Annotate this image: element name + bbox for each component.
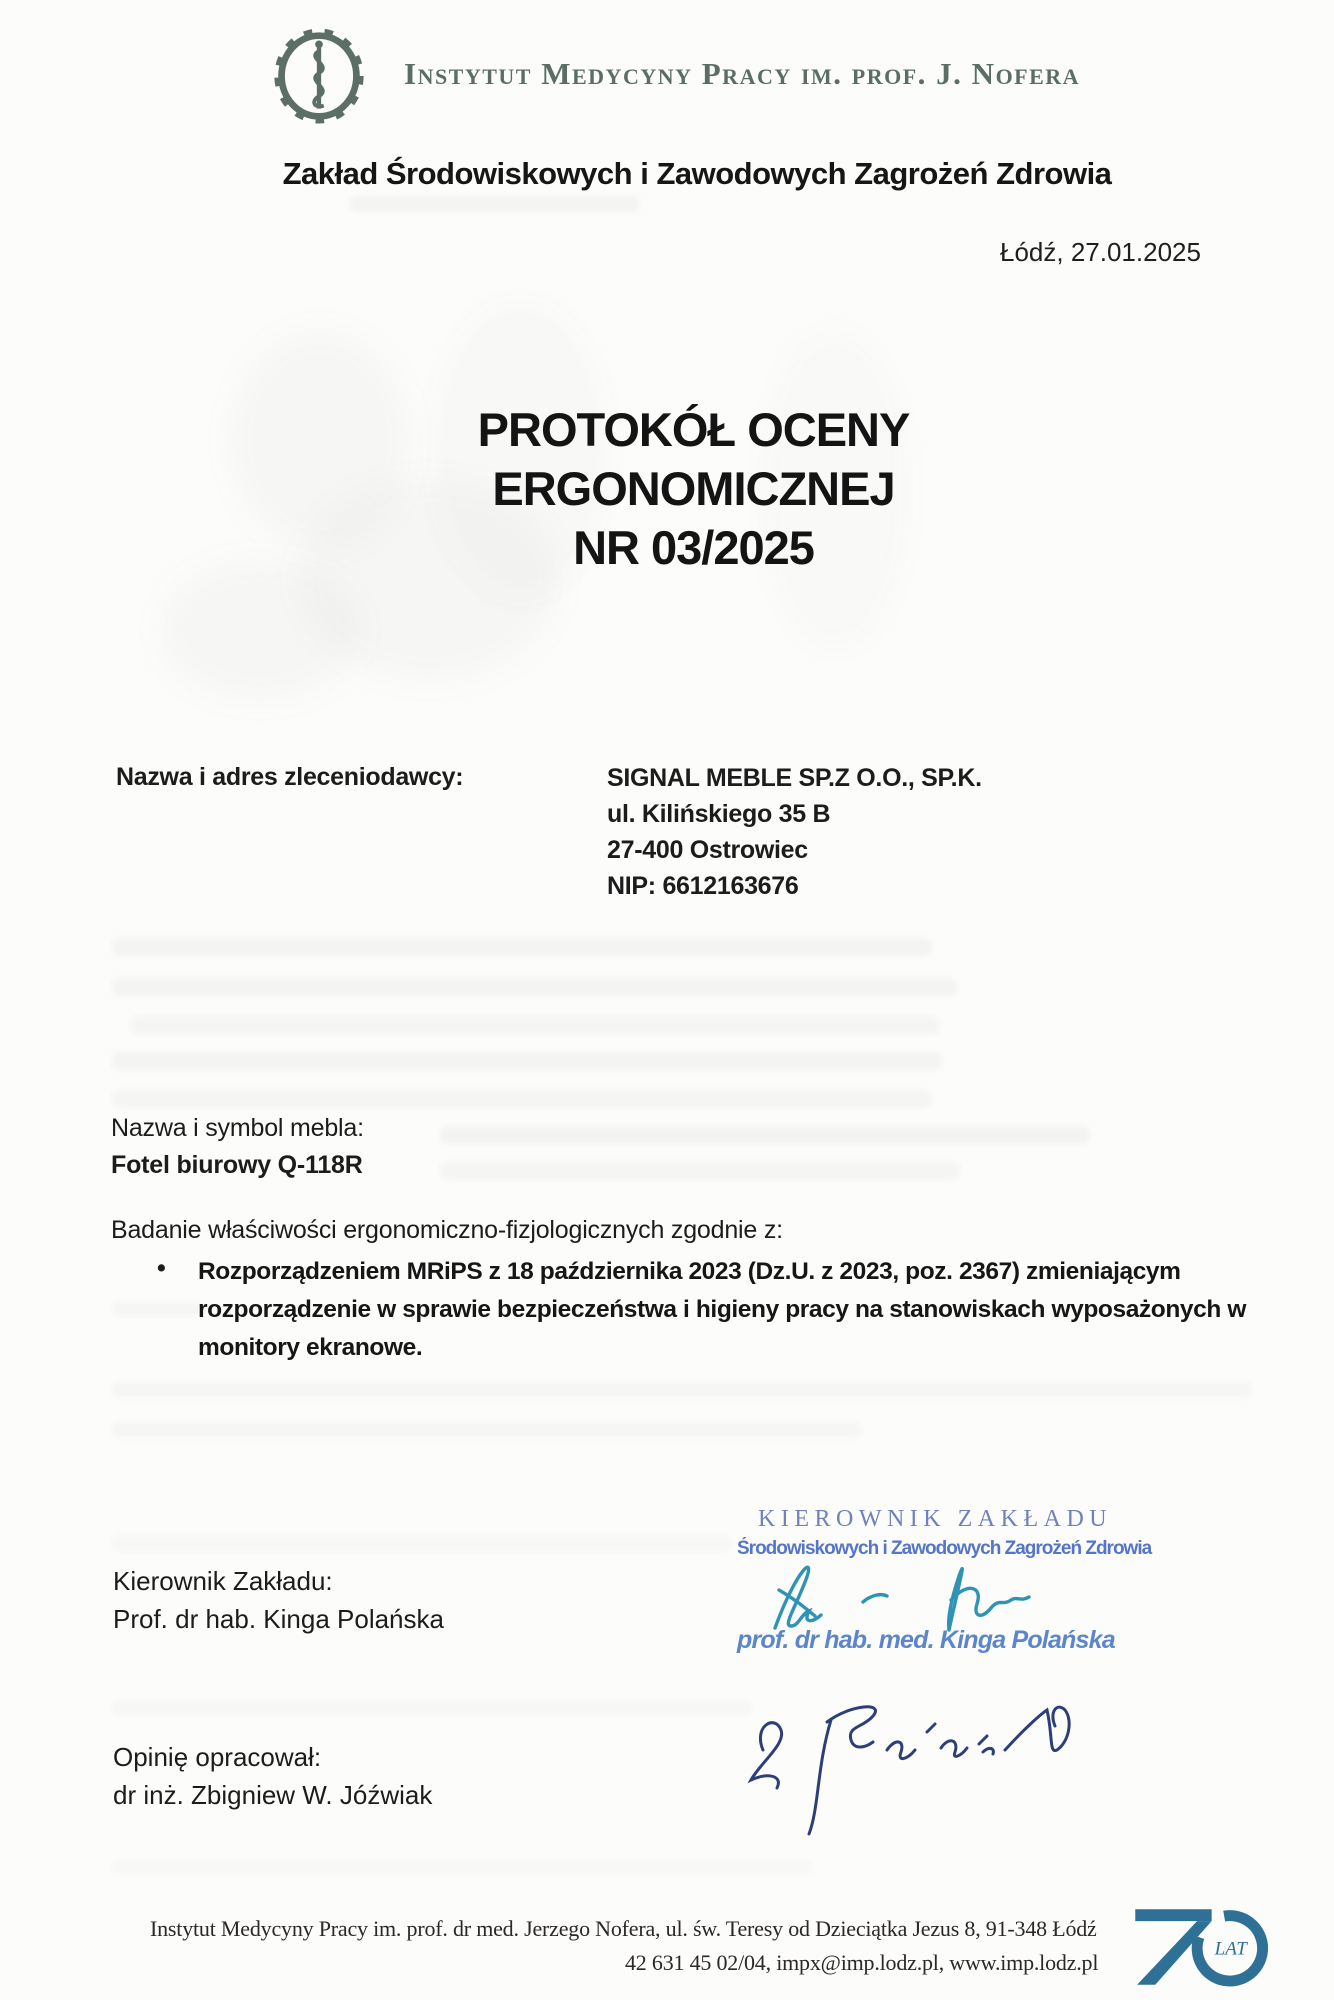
document-title bbox=[53, 400, 1334, 577]
furniture-value: Fotel biurowy Q-118R bbox=[111, 1151, 363, 1179]
document-title-line3: NR 03/2025 bbox=[573, 521, 814, 574]
footer-contact: 42 631 45 02/04, impx@imp.lodz.pl, www.imp.lodz.pl bbox=[625, 1950, 1099, 1975]
ghost-artifact bbox=[112, 1090, 932, 1108]
ghost-artifact bbox=[112, 1700, 752, 1716]
institute-name: Instytut Medycyny Pracy im. prof. J. Nofera bbox=[404, 56, 1081, 91]
assessment-intro: Badanie właściwości ergonomiczno-fizjologicznych zgodnie z: bbox=[111, 1216, 783, 1244]
bullet-marker: • bbox=[157, 1254, 166, 1282]
author-signature-image bbox=[735, 1692, 1095, 1842]
anniversary-label-text: LAT bbox=[1214, 1938, 1247, 1960]
client-label: Nazwa i adres zleceniodawcy: bbox=[116, 763, 464, 791]
client-city: 27-400 Ostrowiec bbox=[607, 836, 808, 864]
client-name: SIGNAL MEBLE SP.Z O.O., SP.K. bbox=[607, 764, 982, 792]
head-of-department-label: Kierownik Zakładu: bbox=[113, 1566, 333, 1596]
ghost-artifact bbox=[440, 1162, 960, 1180]
ghost-artifact bbox=[112, 1302, 202, 1316]
footer-address: Instytut Medycyny Pracy im. prof. dr med. Jerzego Nofera, ul. św. Teresy od Dzieciątka Jezus 8, 91-348 Łódź bbox=[150, 1916, 1097, 1941]
client-address-block bbox=[607, 760, 982, 904]
anniversary-70-lat-logo bbox=[1128, 1896, 1278, 1988]
author-label: Opinię opracował: bbox=[113, 1742, 322, 1772]
furniture-label: Nazwa i symbol mebla: bbox=[111, 1114, 364, 1142]
client-nip: NIP: 6612163676 bbox=[607, 872, 799, 900]
ghost-artifact bbox=[112, 1052, 942, 1070]
department-name: Zakład Środowiskowych i Zawodowych Zagrożeń Zdrowia bbox=[282, 156, 1112, 191]
document-title-line2: ERGONOMICZNEJ bbox=[492, 462, 895, 515]
ghost-artifact bbox=[112, 1860, 812, 1874]
stamp-signer-name: prof. dr hab. med. Kinga Polańska bbox=[737, 1626, 1115, 1654]
place-and-date: Łódź, 27.01.2025 bbox=[1000, 237, 1201, 267]
ghost-artifact bbox=[112, 1382, 1252, 1398]
assessment-bullet-text: Rozporządzeniem MRiPS z 18 października 2023 (Dz.U. z 2023, poz. 2367) zmieniającym rozporządzenie w sprawie bezpieczeństwa i higieny pracy na stanowiskach wyposażonych w monitory ekranowe. bbox=[198, 1258, 1247, 1361]
head-of-department-name: Prof. dr hab. Kinga Polańska bbox=[113, 1604, 444, 1634]
ghost-artifact bbox=[160, 560, 360, 700]
client-street: ul. Kilińskiego 35 B bbox=[607, 800, 831, 828]
ghost-artifact bbox=[112, 978, 957, 996]
document-title-line1: PROTOKÓŁ OCENY bbox=[477, 403, 910, 456]
rod-of-asclepius-icon bbox=[270, 28, 368, 124]
ghost-artifact bbox=[440, 1126, 1090, 1144]
ghost-artifact bbox=[350, 196, 640, 212]
ghost-artifact bbox=[112, 1535, 732, 1551]
ghost-artifact bbox=[112, 1422, 862, 1438]
stamp-title: KIEROWNIK ZAKŁADU bbox=[758, 1506, 1113, 1532]
author-name: dr inż. Zbigniew W. Jóźwiak bbox=[113, 1780, 433, 1810]
ghost-artifact bbox=[112, 938, 932, 956]
ghost-artifact bbox=[130, 1016, 940, 1034]
stamp-subtitle: Środowiskowych i Zawodowych Zagrożeń Zdrowia bbox=[737, 1538, 1152, 1559]
